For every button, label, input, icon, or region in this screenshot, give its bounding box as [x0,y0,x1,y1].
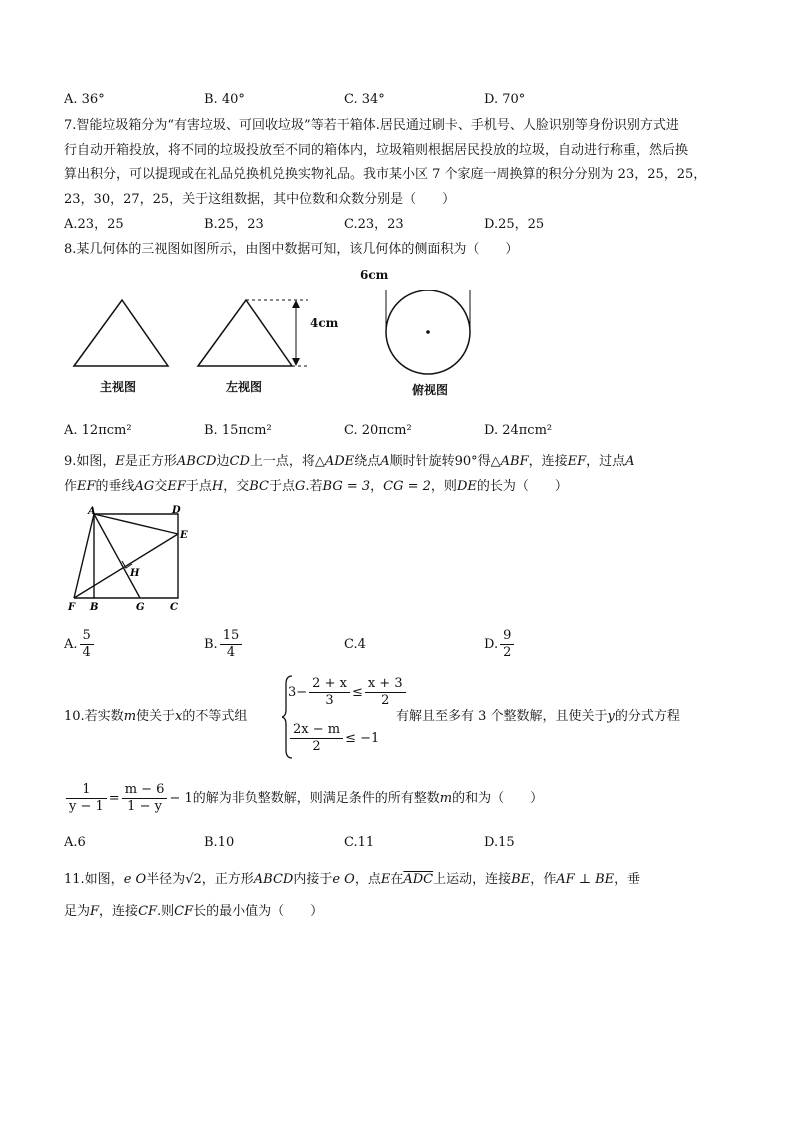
q10-tail: 有解且至多有 3 个整数解，且使关于y的分式方程 [396,709,680,724]
q9-option-c: C.4 [344,637,366,652]
point-g: G [136,602,145,613]
segment-af [74,514,94,598]
q9-option-d: D. $\frac{9}{2}$ [484,628,516,661]
front-view-caption: 主视图 [100,380,137,394]
q6-option-a: A. 36° [64,92,105,107]
height-arrow-up [292,300,300,308]
front-view-triangle [74,300,168,366]
q11-line-2: 足为F，连接CF.则CF长的最小值为（ ） [64,904,324,919]
q9-option-b: B. $\frac{15}{4}$ [204,628,244,661]
q10-option-b: B.10 [204,835,235,850]
point-e: E [180,530,188,541]
point-b: B [90,602,99,613]
q7-line-2: 行自动开箱投放，将不同的垃圾投放至不同的箱体内，垃圾箱则根据居民投放的垃圾，自动进行称重，然后换 [64,143,689,158]
left-view-triangle [198,300,292,366]
q10-option-c: C.11 [344,835,375,850]
q11-line-1: 11.如图，e O半径为√2，正方形ABCD内接于e O，点E在$\overline{ADC}$上运动，连接BE，作AF ⊥ BE，垂 [64,872,641,887]
inequality-2: $\frac{2x - m}{2}$ ≤ −1 [288,722,379,755]
q9-line-2: 作EF的垂线AG交EF于点H，交BC于点G.若BG = 3，CG = 2，则DE的长为（ ） [64,479,568,494]
point-a: A [88,506,96,517]
q10-intro: 10.若实数m使关于x的不等式组 [64,709,248,724]
q8-option-d: D. 24πcm² [484,423,553,438]
inequality-1: 3− $\frac{2 + x}{3}$ ≤ $\frac{x + 3}{2}$ [288,676,408,709]
point-h: H [130,568,140,579]
segment-ae [94,514,178,534]
q7-line-3: 算出积分，可以提现或在礼品兑换机兑换实物礼品。我市某小区 7 个家庭一周换算的积分分别为 23，25，25， [64,167,707,182]
square-abcd [94,514,178,598]
q9-line-1: 9.如图，E是正方形ABCD边CD上一点，将△ADE绕点A顺时针旋转90°得△ABF，连接EF，过点A [64,454,635,469]
height-label: 4cm [310,316,339,330]
q8-question: 8.某几何体的三视图如图所示，由图中数据可知，该几何体的侧面积为（ ） [64,242,519,257]
q8-option-a: A. 12πcm² [64,423,132,438]
inequality-system [288,676,403,758]
q7-option-a: A.23，25 [64,217,124,232]
q6-option-d: D. 70° [484,92,526,107]
q7-option-b: B.25，23 [204,217,264,232]
left-view-caption: 左视图 [226,380,263,394]
q9-option-a: A. $\frac{5}{4}$ [64,628,96,661]
point-c: C [170,602,178,613]
q10-option-a: A.6 [64,835,86,850]
q7-line-4: 23，30，27，25，关于这组数据，其中位数和众数分别是（ ） [64,192,456,207]
square-rotation-figure [60,504,200,616]
point-d: D [172,505,181,516]
q10-equation-line: $\frac{1}{y - 1}$ = $\frac{m - 6}{1 - y}$ − 1的解为非负整数解，则满足条件的所有整数m的和为（ ） [64,782,543,815]
point-f: F [68,602,76,613]
q7-option-d: D.25，25 [484,217,545,232]
q6-option-b: B. 40° [204,92,245,107]
top-view-caption: 俯视图 [412,383,449,397]
center-dot [426,330,430,334]
q7-line-1: 7.智能垃圾箱分为“有害垃圾、可回收垃圾”等若干箱体.居民通过刷卡、手机号、人脸识别等身份识别方式进 [64,118,679,133]
segment-ag [94,514,140,598]
q10-option-d: D.15 [484,835,515,850]
diameter-label: 6cm [360,268,389,282]
q8-option-c: C. 20πcm² [344,423,412,438]
height-arrow-down [292,358,300,366]
q8-option-b: B. 15πcm² [204,423,272,438]
q7-option-c: C.23，23 [344,217,404,232]
q6-option-c: C. 34° [344,92,385,107]
segment-fe [74,534,178,598]
